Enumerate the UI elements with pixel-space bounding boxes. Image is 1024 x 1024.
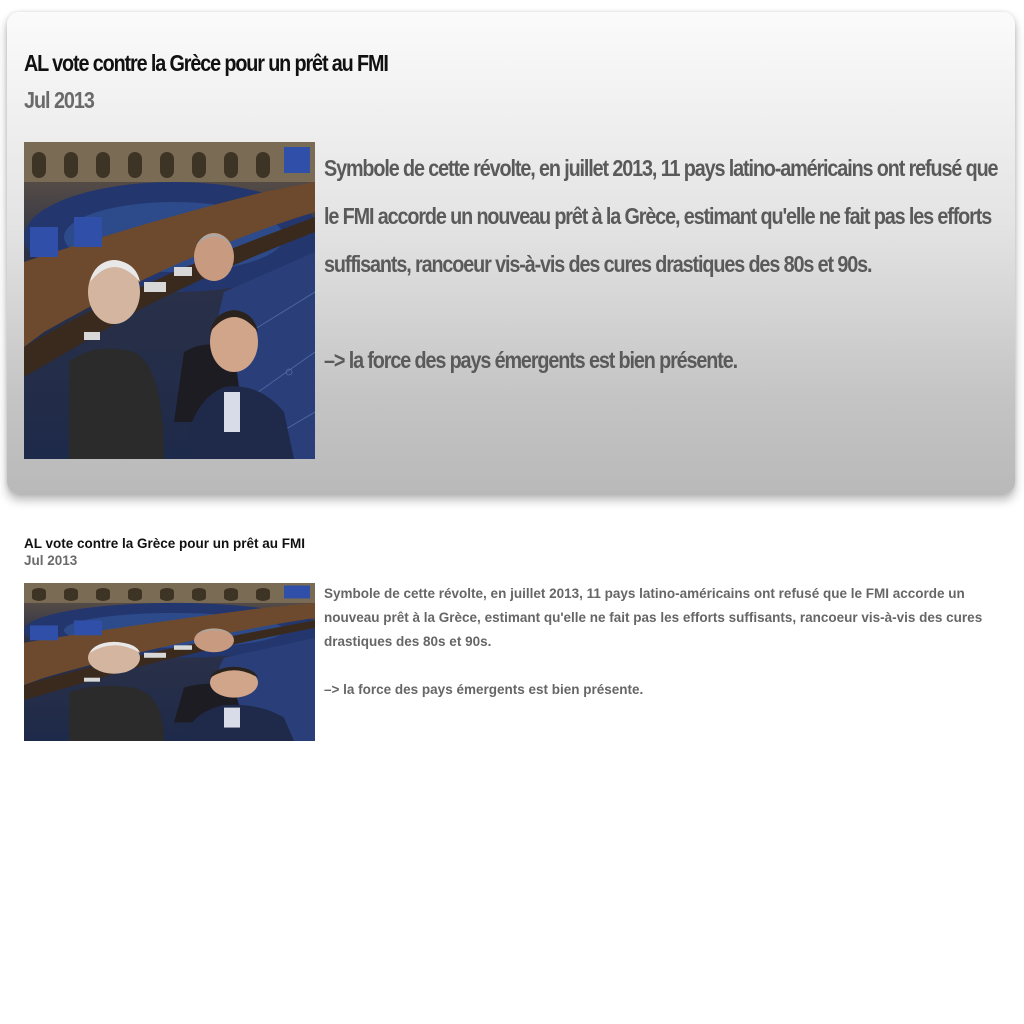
paragraph-spacer-compact — [324, 654, 1004, 678]
article-conclusion-compact: –> la force des pays émergents est bien présente. — [324, 682, 644, 697]
meeting-photo-graphic — [24, 142, 315, 459]
paragraph-spacer — [324, 288, 1003, 336]
article-conclusion: –> la force des pays émergents est bien présente. — [324, 347, 738, 373]
article-title-compact: AL vote contre la Grèce pour un prêt au FMI — [24, 536, 306, 551]
article-photo-compact — [24, 583, 315, 741]
article-photo — [24, 142, 315, 459]
article-body — [324, 144, 1003, 384]
article-card-expanded[interactable] — [7, 12, 1015, 494]
article-date-compact: Jul 2013 — [24, 553, 78, 568]
article-date: Jul 2013 — [24, 87, 94, 113]
article-title: AL vote contre la Grèce pour un prêt au FMI — [24, 50, 388, 76]
article-paragraph-compact: Symbole de cette révolte, en juillet 2013, 11 pays latino-américains ont refusé que le FMI accorde un nouveau prêt à la Grèce, estimant qu'elle ne fait pas les efforts suffisants, rancoeur vis-à-vis des cures drastiques des 80s et 90s. — [324, 586, 983, 649]
article-paragraph: Symbole de cette révolte, en juillet 2013, 11 pays latino-américains ont refusé que le FMI accorde un nouveau prêt à la Grèce, estimant qu'elle ne fait pas les efforts suffisants, rancoeur vis-à-vis des cures drastiques des 80s et 90s. — [324, 155, 998, 277]
meeting-photo-graphic-compact — [24, 583, 315, 741]
article-body-compact — [324, 582, 1004, 702]
